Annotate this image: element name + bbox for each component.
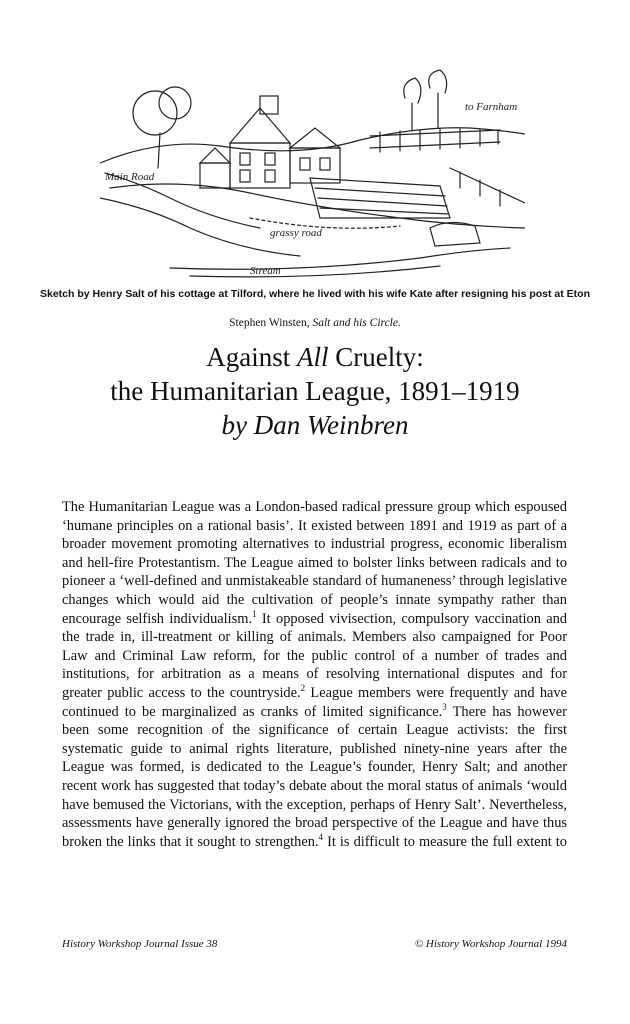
footnote-ref[interactable]: 4 (318, 831, 324, 842)
title-part2: Cruelty: (328, 342, 424, 372)
figure-source (40, 317, 590, 329)
footnote-ref[interactable]: 3 (442, 701, 447, 712)
label-grassy-road: grassy road (270, 227, 322, 239)
body-segment: League members were frequently and have continued to be marginalized as cranks of limited significance. (62, 684, 567, 720)
footnote-ref[interactable]: 1 (252, 608, 257, 619)
source-title: Salt and his Circle. (312, 317, 401, 329)
title-emphasis: All (297, 342, 329, 372)
source-author: Stephen Winsten, (229, 317, 310, 329)
footer-copyright: © History Workshop Journal 1994 (414, 938, 567, 950)
label-main-road: Main Road (105, 171, 155, 183)
body-segment: The Humanitarian League was a London-based radical pressure group which espoused ‘humane principles on a rational basis’. It existed between 1891 and 1919 as part of a broader movement promoting alternatives to industrial progress, economic liberalism and hell-fire Protestantism. The League aimed to bolster links between radicals and to pioneer a ‘well-defined and unmistakeable standard of humaneness’ through legislative changes which would aid the cultivation of people’s innate sympathy rather than encourage selfish individualism. (62, 499, 567, 627)
figure-caption: Sketch by Henry Salt of his cottage at Tilford, where he lived with his wife Kate after resigning his post at Eton (40, 288, 590, 300)
footnote-ref[interactable]: 2 (300, 683, 306, 694)
article-author: by Dan Weinbren (221, 410, 409, 440)
cottage-sketch (100, 68, 525, 278)
body-segment: There has however been some recognition of the significance of certain League activists: the first systematic guide to animal rights literature, published ninety-nine years after the League was formed, is dedicated to the League’s founder, Henry Salt; and another recent work has suggested that today’s debate about the moral status of animals ‘would have bemused the Victorians, with the exception, perhaps of Henry Salt’. Nevertheless, assessments have generally ignored the broad perspective of the League and have thus broken the links that it sought to strengthen. (62, 703, 567, 850)
footer-journal: History Workshop Journal Issue 38 (62, 938, 218, 950)
body-paragraph (62, 498, 567, 851)
body-segment: It opposed vivisection, compulsory vaccination and the trade in, ill-treatment or killing of animals. Members also campaigned for Poor Law and Criminal Law reform, for the public control of a number of trades and institutions, for arbitration as a means of resolving international disputes and for greater public access to the countryside. (62, 610, 568, 701)
article-title (0, 340, 630, 442)
label-stream: Stream (250, 265, 281, 277)
title-line2: the Humanitarian League, 1891–1919 (110, 376, 520, 406)
label-to-farnham: to Farnham (465, 101, 518, 113)
title-part1: Against (206, 342, 297, 372)
body-segment: It is difficult to measure the full extent to (323, 833, 567, 850)
